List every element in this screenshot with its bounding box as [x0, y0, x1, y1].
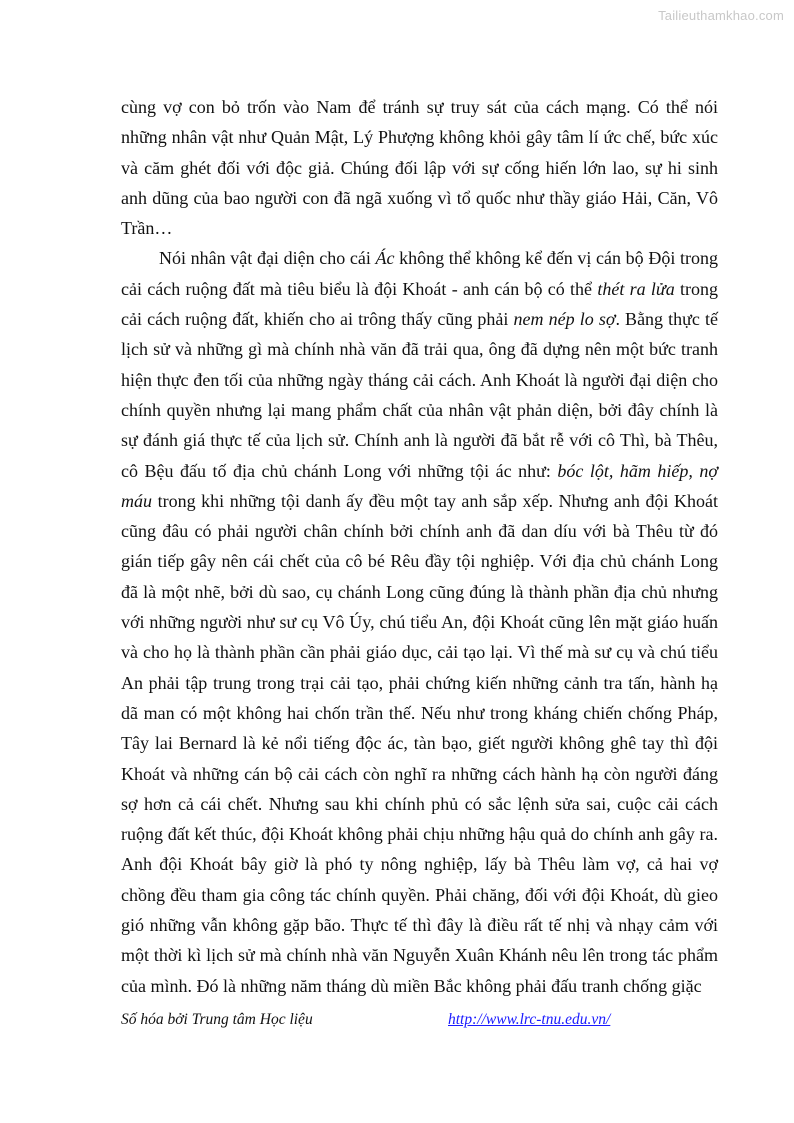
italic-phrase: thét ra lửa [597, 278, 675, 299]
text-run: . Bằng thực tế lịch sử và những gì mà chính nhà văn đã trải qua, ông đã dựng nên một bức tranh hiện thực đen tối của những ngày tháng cải cách. Anh Khoát là người đại diện cho chính quyền nhưng lại mang phẩm chất của nhân vật phản diện, bởi đây chính là sự đánh giá thực tế của lịch sử. Chính anh là người đã bắt rễ với cô Thì, bà Thêu, cô Bệu đấu tố địa chủ chánh Long với những tội ác như: [121, 309, 719, 481]
italic-phrase: nem nép lo sợ [513, 309, 616, 330]
text-run: không thể không kể đến vị cán bộ Đội trong cải cách ruộng đất mà tiêu biểu là đội Khoát - anh cán bộ có thể [121, 248, 718, 299]
watermark: Tailieuthamkhao.com [658, 8, 784, 23]
page-footer [121, 1011, 718, 1035]
paragraph-2 [121, 243, 718, 1000]
italic-phrase: Ác [375, 248, 395, 269]
footer-source-text: Số hóa bởi Trung tâm Học liệu [121, 1011, 313, 1028]
text-run: Nói nhân vật đại diện cho cái [159, 248, 376, 269]
footer-link[interactable]: http://www.lrc-tnu.edu.vn/ [448, 1011, 611, 1028]
text-run: trong cải cách ruộng đất, khiến cho ai trông thấy cũng phải [121, 278, 718, 330]
text-run: trong khi những tội danh ấy đều một tay anh sắp xếp. Nhưng anh đội Khoát cũng đâu có phải người chân chính bởi chính anh đã dan díu với bà Thêu từ đó gián tiếp gây nên cái chết của cô bé Rêu đầy tội nghiệp. Với địa chủ chánh Long đã là một nhẽ, bởi dù sao, cụ chánh Long cũng đúng là thành phần địa chủ nhưng với những người như sư cụ Vô Úy, chú tiểu An, đội Khoát cũng lên mặt giáo huấn và cho họ là thành phần cần phải giáo dục, cải tạo lại. Vì thế mà sư cụ và chú tiểu An phải tập trung trong trại cải tạo, phải chứng kiến những cảnh tra tấn, hành hạ dã man có một không hai chốn trần thế. Nếu như trong kháng chiến chống Pháp, Tây lai Bernard là kẻ nổi tiếng độc ác, tàn bạo, giết người không ghê tay thì đội Khoát và những cán bộ cải cách còn nghĩ ra những cách hành hạ còn người đáng sợ hơn cả cái chết. Nhưng sau khi chính phủ có sắc lệnh sửa sai, cuộc cải cách ruộng đất kết thúc, đội Khoát không phải chịu những hậu quả do chính anh gây ra. Anh đội Khoát bây giờ là phó ty nông nghiệp, lấy bà Thêu làm vợ, cả hai vợ chồng đều tham gia công tác chính quyền. Phải chăng, đối với đội Khoát, dù gieo gió những vẫn không gặp bão. Thực tế thì đây là điều rất tế nhị và nhạy cảm với một thời kì lịch sử mà chính nhà văn Nguyễn Xuân Khánh nêu lên trong tác phẩm của mình. Đó là những năm tháng dù miền Bắc không phải đấu tranh chống giặc [121, 490, 718, 996]
paragraph-1 [121, 92, 718, 243]
text-run: cùng vợ con bỏ trốn vào Nam để tránh sự truy sát của cách mạng. Có thể nói những nhân vật như Quản Mật, Lý Phượng không khỏi gây tâm lí ức chế, bức xúc và căm ghét đối với độc giả. Chúng đối lập với sự cống hiến lớn lao, sự hi sinh anh dũng của bao người con đã ngã xuống vì tổ quốc như thầy giáo Hải, Căn, Vô Trần… [121, 97, 718, 239]
document-body [121, 92, 718, 1001]
italic-phrase: bóc lột, hãm hiếp, nợ máu [121, 460, 718, 511]
